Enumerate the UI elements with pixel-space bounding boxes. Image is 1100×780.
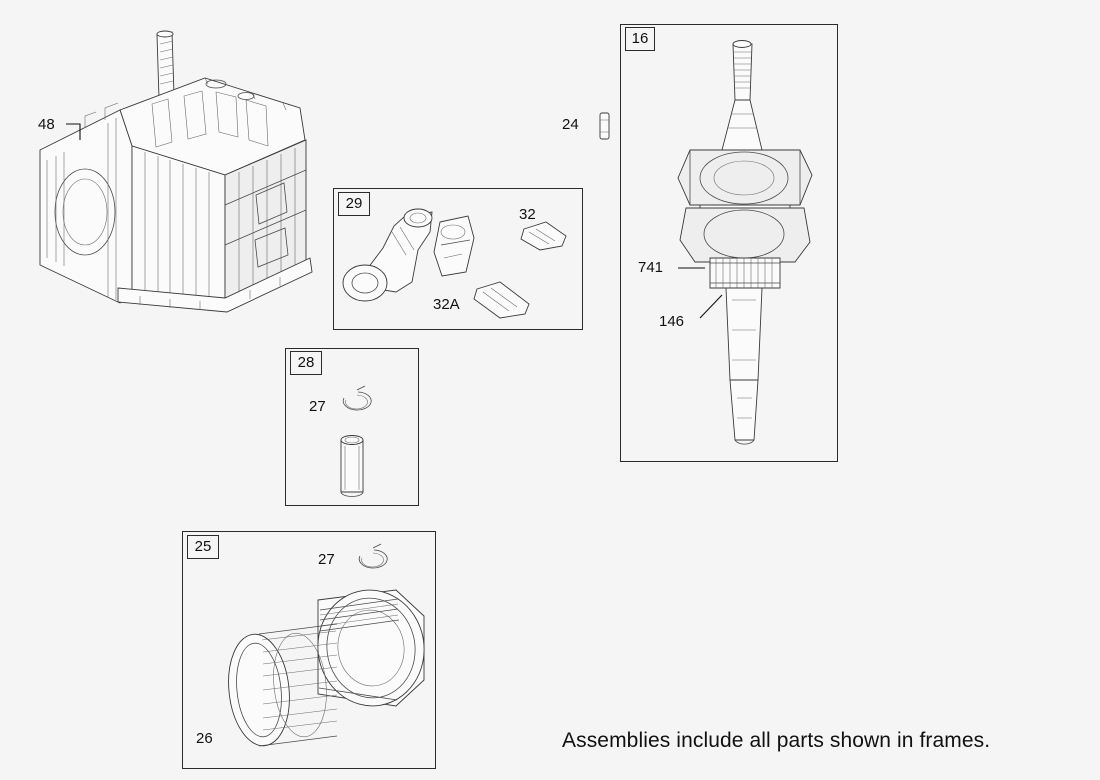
- callout-24: 24: [562, 116, 579, 133]
- callout-48: 48: [38, 116, 55, 133]
- frame-25: [182, 531, 436, 769]
- callout-26: 26: [196, 730, 213, 747]
- frame-16: [620, 24, 838, 462]
- callout-32a: 32A: [433, 296, 460, 313]
- callout-27-lower: 27: [318, 551, 335, 568]
- assemblies-note: Assemblies include all parts shown in frames.: [562, 729, 991, 752]
- cylinder-block-illustration: [40, 31, 312, 312]
- dowel-pin-illustration: [600, 113, 609, 139]
- callout-741: 741: [638, 259, 664, 276]
- callout-32: 32: [519, 206, 536, 223]
- callout-27-upper: 27: [309, 398, 326, 415]
- frame-tag-16: 16: [625, 27, 655, 51]
- callout-146: 146: [659, 313, 685, 330]
- frame-tag-28: 28: [290, 351, 322, 375]
- frame-tag-29: 29: [338, 192, 370, 216]
- frame-tag-25: 25: [187, 535, 219, 559]
